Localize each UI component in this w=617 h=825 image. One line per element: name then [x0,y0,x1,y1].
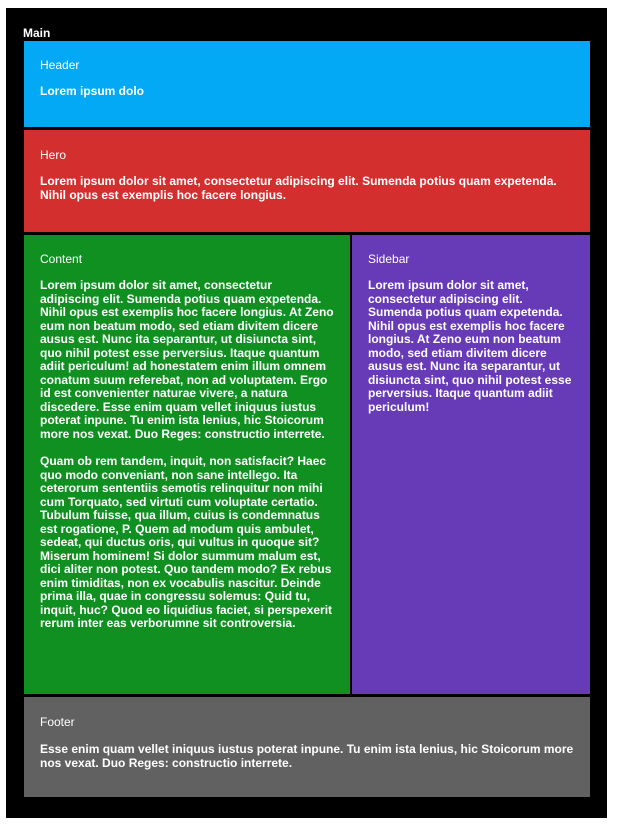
header-label: Header [40,58,80,72]
header-text: Lorem ipsum dolo [40,84,145,98]
hero-region [24,130,590,232]
footer-region [24,697,590,797]
header-region [24,41,590,127]
sidebar-label: Sidebar [368,252,410,266]
content-paragraph-2: Quam ob rem tandem, inquit, non satisfacit? Haec quo modo conveniant, non sane intellego. Ita ceterorum sententiis semotis relinquitur non mihi cum Torquato, sed virtuti cum voluptate certatio. Tubulum fuisse, qua illum, cuius is condemnatus est rogatione, P. Quem ad modum quis ambulet, sedeat, qui ductus oris, qui vultus in quoque sit? Miserum hominem! Si dolor summum malum est, dici aliter non potest. Quo tandem modo? Ex rebus enim timiditas, non ex vocabulis nascitur. Deinde prima illa, quae in congressu solemus: Quid tu, inquit, huc? Quod eo liquidius faciet, si perspexerit rerum inter eas verborumne sit controversia. [40,454,333,630]
main-container [6,8,607,818]
content-paragraph-1: Lorem ipsum dolor sit amet, consectetur adipiscing elit. Sumenda potius quam expetenda. Nihil opus est exemplis hoc facere longius. At Zeno eum non beatum modo, sed etiam divitem dicere ausus est. Nunc ita separantur, ut disiuncta sint, quo nihil potest esse perversius. Itaque quantum adiit periculum! ad honestatem enim illum omnem conatum suum referebat, non ad voluptatem. Ergo id est convenienter naturae vivere, a natura discedere. Esse enim quam vellet iniquus iustus poterat inpune. Tu enim ista lenius, hic Stoicorum more nos vexat. Duo Reges: constructio interrete. [40,278,334,441]
footer-label: Footer [40,715,75,729]
sidebar-region [352,235,590,694]
hero-text: Lorem ipsum dolor sit amet, consectetur adipiscing elit. Sumenda potius quam expetenda. Nihil opus est exemplis hoc facere longius. [40,174,557,202]
footer-text: Esse enim quam vellet iniquus iustus poterat inpune. Tu enim ista lenius, hic Stoicorum more nos vexat. Duo Reges: constructio interrete. [40,742,574,770]
content-label: Content [40,252,83,266]
hero-label: Hero [40,148,67,162]
content-region [24,235,350,694]
main-label: Main [23,26,51,40]
sidebar-text: Lorem ipsum dolor sit amet, consectetur adipiscing elit. Sumenda potius quam expetenda. Nihil opus est exemplis hoc facere longius. At Zeno eum non beatum modo, sed etiam divitem dicere ausus est. Nunc ita separantur, ut disiuncta sint, quo nihil potest esse perversius. Itaque quantum adiit periculum! [368,278,572,414]
